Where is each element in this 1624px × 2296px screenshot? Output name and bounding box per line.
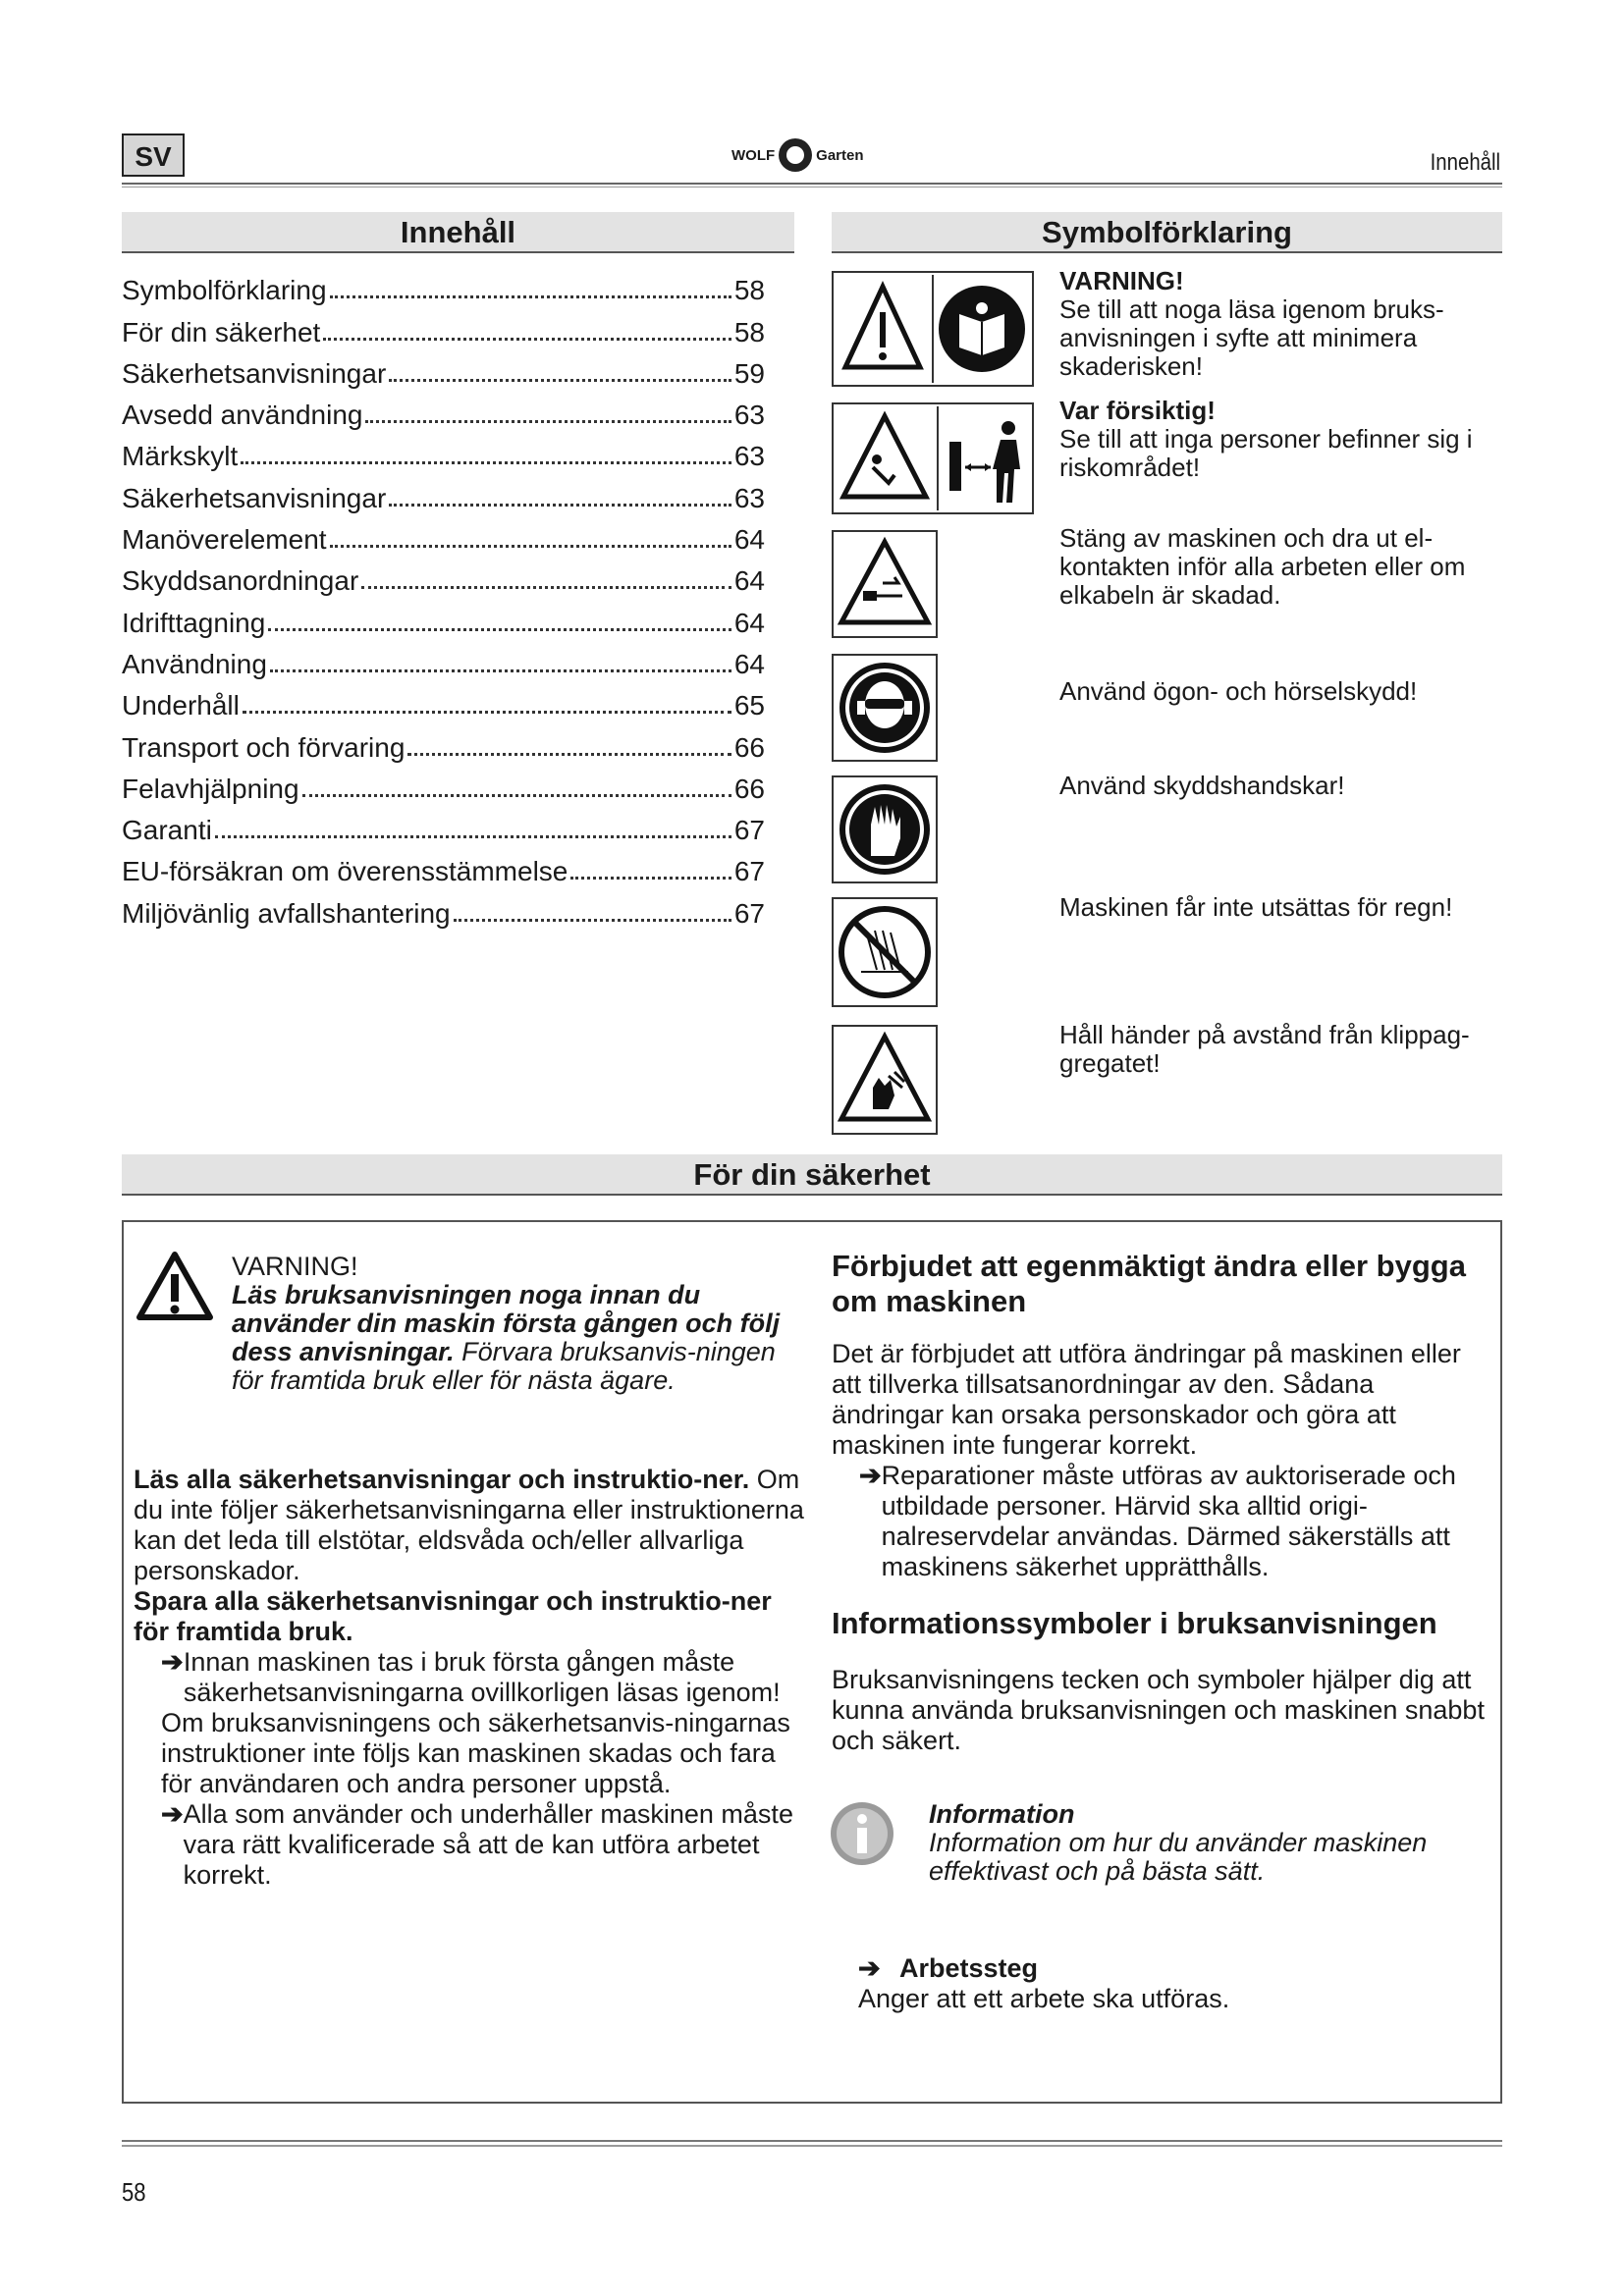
toc-leader-dots [330, 545, 731, 548]
toc-leader-dots [389, 379, 731, 382]
toc-entry-page: 63 [733, 400, 765, 431]
toc-entry-page: 67 [733, 815, 765, 846]
bullet-1-text: Innan maskinen tas i bruk första gången måste säkerhetsanvisningarna ovillkorligen läsas igenom! [183, 1647, 781, 1707]
toc-entry [122, 306, 765, 347]
toc-leader-dots [570, 877, 731, 880]
symbol-hands-away [832, 1025, 938, 1135]
warning-block [232, 1253, 801, 1395]
toc-entry-page: 64 [733, 607, 765, 638]
toc-entry [122, 764, 765, 805]
toc-entry-label: Transport och förvaring [122, 731, 406, 763]
toc-entry-page: 66 [733, 773, 765, 804]
toc-leader-dots [365, 420, 731, 423]
toc-entry-label: Manöverelement [122, 524, 327, 556]
symbol-2-heading: Var försiktig! [1059, 396, 1216, 425]
toc-leader-dots [323, 338, 731, 341]
toc-entry-label: Felavhjälpning [122, 773, 299, 804]
toc-leader-dots [268, 628, 731, 631]
toc-leader-dots [330, 295, 731, 298]
symbol-7-desc: Håll händer på avstånd från klippag-gregatet! [1059, 1020, 1470, 1078]
toc-entry-page: 64 [733, 648, 765, 679]
step-heading: Arbetssteg [899, 1953, 1039, 1983]
toc-entry-page: 66 [733, 731, 765, 763]
unplug-warning-icon [834, 532, 936, 636]
toc-entry-label: Märkskylt [122, 441, 239, 472]
arrow-right-icon: ➔ [858, 1953, 881, 1983]
toc-leader-dots [389, 504, 731, 507]
paragraph-read-all [134, 1465, 811, 1586]
header-divider [122, 183, 1502, 185]
toc-leader-dots [241, 461, 731, 464]
footer-divider [122, 2140, 1502, 2142]
page-number: 58 [122, 2177, 146, 2207]
keep-distance-icon [949, 421, 1020, 503]
no-rain-icon [834, 899, 936, 1005]
safety-right-text [832, 1249, 1489, 1756]
warning-triangle-icon [845, 287, 920, 367]
toc-entry-page: 63 [733, 441, 765, 472]
read-manual-icon [939, 286, 1025, 372]
symbol-5-desc: Använd skyddshandskar! [1059, 771, 1345, 800]
paragraph-info-symbols: Bruksanvisningens tecken och symboler hjälper dig att kunna använda bruksanvisningen och maskinen snabbt och säkert. [832, 1665, 1485, 1755]
bullet-item [134, 1647, 811, 1708]
toc-entry [122, 597, 765, 638]
wolf-icon [779, 138, 812, 172]
safety-left-text [134, 1465, 811, 1891]
bullet-1-continued: Om bruksanvisningens och säkerhetsanvis-ningarnas instruktioner inte följs kan maskinen skadas och fara för användaren och andra personer uppstå. [161, 1708, 790, 1798]
arrow-right-icon: ➔ [859, 1461, 882, 1490]
toc-entry [122, 390, 765, 431]
symbol-eye-ear [832, 654, 938, 762]
bullet-item [134, 1799, 811, 1891]
toc-entry [122, 887, 765, 929]
toc-leader-dots [302, 794, 731, 797]
eye-ear-protection-icon [834, 656, 936, 760]
paragraph-modification: Det är förbjudet att utföra ändringar på maskinen eller att tillverka tillsatsanordningar av den. Sådana ändringar kan orsaka personskador och göra att maskinen inte fungerar korrekt. [832, 1339, 1461, 1460]
heading-modification: Förbjudet att egenmäktigt ändra eller bygga om maskinen [832, 1249, 1466, 1318]
toc-entry-label: För din säkerhet [122, 316, 321, 347]
toc-entry-label: Användning [122, 648, 267, 679]
toc-entry-label: Garanti [122, 815, 212, 846]
safety-title: För din säkerhet [122, 1154, 1502, 1196]
toc-entry-label: Idrifttagning [122, 607, 266, 638]
heading-info-symbols: Informationssymboler i bruksanvisningen [832, 1606, 1437, 1640]
symbol-1-desc: Se till att noga läsa igenom bruks-anvisningen i syfte att minimera skaderisken! [1059, 294, 1444, 381]
toc-entry [122, 431, 765, 472]
info-icon [829, 1800, 895, 1867]
header-section-title: Innehåll [1430, 149, 1500, 176]
toc-entry-page: 59 [733, 357, 765, 389]
symbol-gloves [832, 775, 938, 883]
symbol-no-rain [832, 897, 938, 1007]
toc-entry-page: 67 [733, 856, 765, 887]
table-of-contents [122, 265, 765, 930]
symbol-1-heading: VARNING! [1059, 266, 1184, 295]
toc-entry [122, 514, 765, 556]
info-text: Information om hur du använder maskinen effektivast och på bästa sätt. [929, 1828, 1428, 1886]
paragraph-read-all-bold: Läs alla säkerhetsanvisningar och instruktio-ner. [134, 1465, 750, 1494]
symbol-6-desc: Maskinen får inte utsättas för regn! [1059, 892, 1453, 922]
symbol-2-desc: Se till att inga personer befinner sig i riskområdet! [1059, 424, 1473, 482]
toc-entry-page: 58 [733, 275, 765, 306]
warning-heading: VARNING! [232, 1252, 358, 1281]
paragraph-read-all-text: Om du inte följer säkerhetsanvisningarna eller instruktionerna kan det leda till elstötar, eldsvåda och/eller allvarliga personskador. [134, 1465, 804, 1585]
toc-leader-dots [215, 835, 731, 838]
symbol-1-text [1059, 267, 1502, 381]
toc-entry-label: EU-försäkran om överensstämmelse [122, 856, 568, 887]
symbol-unplug [832, 530, 938, 638]
info-block [929, 1800, 1498, 1886]
arrow-right-icon: ➔ [161, 1799, 184, 1829]
toc-entry-page: 67 [733, 897, 765, 929]
toc-entry-label: Underhåll [122, 690, 240, 721]
warning-triangle-icon [135, 1251, 214, 1321]
toc-entry-label: Skyddsanordningar [122, 565, 359, 597]
info-heading: Information [929, 1799, 1075, 1829]
language-badge: SV [122, 133, 185, 177]
toc-entry [122, 721, 765, 763]
thrown-object-warning-icon [843, 416, 926, 497]
toc-leader-dots [243, 711, 731, 714]
warning-italic: Förvara bruksanvis-ningen för framtida bruk eller för nästa ägare. [232, 1337, 776, 1395]
paragraph-save-all: Spara alla säkerhetsanvisningar och instruktio-ner för framtida bruk. [134, 1586, 772, 1646]
toc-leader-dots [361, 586, 731, 589]
bullet-item [832, 1461, 1489, 1582]
toc-entry-label: Säkerhetsanvisningar [122, 482, 387, 513]
warning-text [232, 1281, 801, 1395]
hand-cut-warning-icon [834, 1027, 936, 1133]
toc-entry-page: 63 [733, 482, 765, 513]
symbol-warning-manual [832, 271, 1034, 387]
toc-entry-label: Symbolförklaring [122, 275, 327, 306]
toc-leader-dots [454, 919, 731, 922]
toc-entry-page: 64 [733, 565, 765, 597]
step-block [858, 1953, 1487, 2014]
toc-entry-label: Miljövänlig avfallshantering [122, 897, 451, 929]
toc-entry [122, 846, 765, 887]
symbol-3-desc: Stäng av maskinen och dra ut el-kontakten inför alla arbeten eller om elkabeln är skadad. [1059, 523, 1466, 610]
arrow-right-icon: ➔ [161, 1647, 184, 1677]
symbol-2-text [1059, 397, 1502, 482]
bullet-2-text: Alla som använder och underhåller maskinen måste vara rätt kvalificerade så att de kan utföra arbetet korrekt. [183, 1799, 793, 1890]
toc-entry [122, 265, 765, 306]
toc-entry [122, 472, 765, 513]
symbol-4-desc: Använd ögon- och hörselskydd! [1059, 676, 1418, 706]
toc-entry [122, 805, 765, 846]
toc-leader-dots [270, 669, 731, 672]
warning-bold: Läs bruksanvisningen noga innan du använder din maskin första gången och följ dess anvisningar. [232, 1280, 781, 1366]
step-text: Anger att ett arbete ska utföras. [858, 1984, 1230, 2013]
brand-logo [731, 135, 864, 175]
toc-entry-page: 64 [733, 524, 765, 556]
symbols-title: Symbolförklaring [832, 212, 1502, 253]
toc-entry [122, 639, 765, 680]
toc-leader-dots [407, 753, 731, 756]
toc-entry [122, 556, 765, 597]
toc-entry-page: 65 [733, 690, 765, 721]
toc-title: Innehåll [122, 212, 794, 253]
toc-entry-label: Avsedd användning [122, 400, 363, 431]
symbol-bystanders [832, 402, 1034, 514]
toc-entry [122, 680, 765, 721]
toc-entry-label: Säkerhetsanvisningar [122, 357, 387, 389]
gloves-icon [834, 777, 936, 881]
toc-entry-page: 58 [733, 316, 765, 347]
toc-entry [122, 348, 765, 390]
footer-divider-thin [122, 2145, 1502, 2147]
bullet-repair-text: Reparationer måste utföras av auktoriserade och utbildade personer. Härvid ska alltid origi-nalreservdelar användas. Därmed säkerställs att maskinens säkerhet upprätthålls. [881, 1461, 1456, 1581]
logo-right-text: Garten [816, 146, 864, 164]
logo-left-text: WOLF [731, 146, 776, 164]
